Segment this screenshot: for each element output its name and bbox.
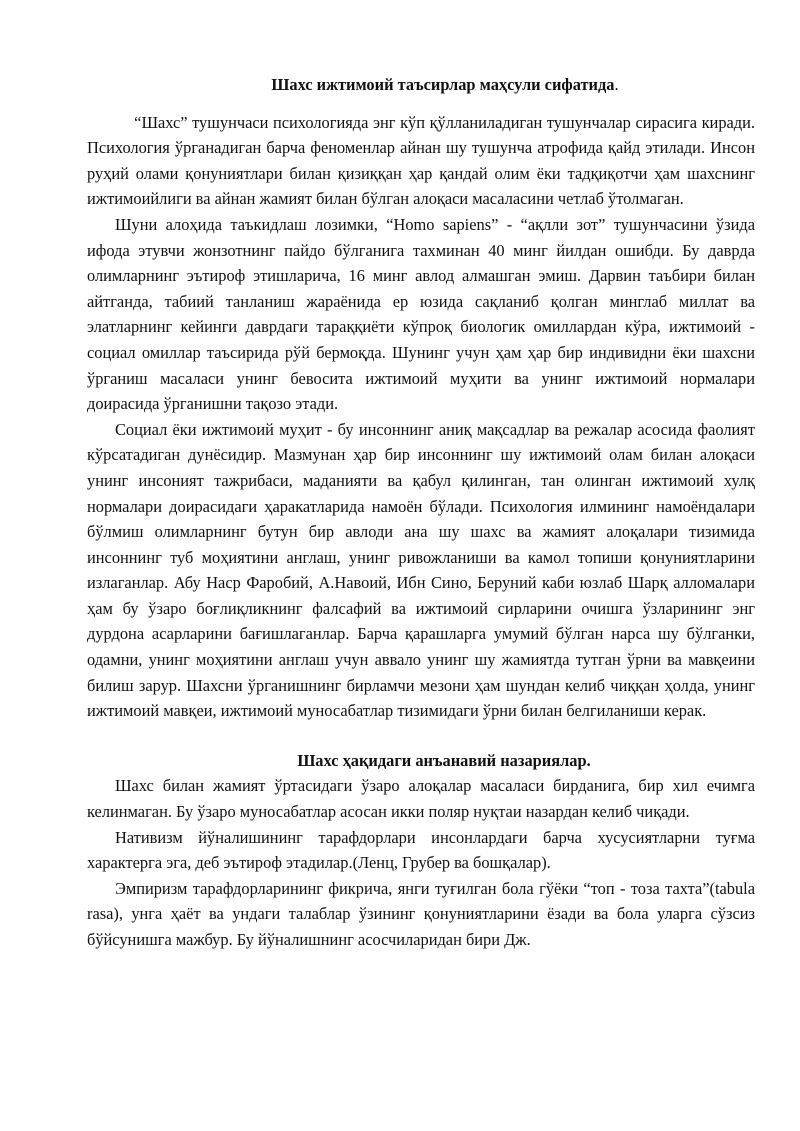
section-title-1-text: Шахс ижтимоий таъсирлар маҳсули сифатида xyxy=(271,75,615,94)
paragraph-4: Шахс билан жамият ўртасидаги ўзаро алоқалар масаласи бирданига, бир хил ечимга келинмаган. Бу ўзаро муносабатлар асосан икки поляр нуқтаи назардан келиб чиқади. xyxy=(87,776,755,822)
section-title-1 xyxy=(115,72,755,98)
paragraph-1: “Шахс” тушунчаси психологияда энг кўп қўлланиладиган тушунчалар сирасига киради. Психология ўрганадиган барча феноменлар айнан шу тушунча атрофида қайд этилади. Инсон руҳий олами қонуниятлари билан қизиққан ҳар қандай олим ёки тадқиқотчи ҳам шахснинг ижтимоийлиги ва айнан жамият билан бўлган алоқаси масаласини четлаб ўтолмаган. xyxy=(87,112,760,209)
paragraph-5: Нативизм йўналишининг тарафдорлари инсонлардаги барча хусусиятларни туғма характерга эга, деб эътироф этадилар.(Ленц, Грубер ва бошқалар). xyxy=(87,827,755,873)
paragraph-3: Социал ёки ижтимоий муҳит - бу инсоннинг аниқ мақсадлар ва режалар асосида фаолият кўрсатадиган дунёсидир. Мазмунан ҳар бир инсоннинг шу ижтимоий олам билан алоқаси унинг инсоният тажрибаси, маданияти ва қабул қилинган, тан олинган ижтимоий хулқ нормалари доирасидаги ҳаракатларида намоён бўлади. Психология илмининг намоёндалари бўлмиш олимларнинг бутун бир авлоди ана шу шахс ва жамият алоқалари тизимида инсоннинг туб моҳиятини англаш, унинг ривожланиши ва камол топиши қонуниятларини излаганлар. Абу Наср Фаробий, А.Навоий, Ибн Сино, Беруний каби юзлаб Шарқ алломалари ҳам бу ўзаро боғлиқликнинг фалсафий ва ижтимоий сирларини очишга ўзларининг энг дурдона асарларини бағишлаганлар. Барча қарашларга умумий бўлган нарса шу бўлганки, одамни, унинг моҳиятини англаш учун аввало унинг шу жамиятда тутган ўрни ва мавқеини билиш зарур. Шахсни ўрганишнинг бирламчи мезони ҳам шундан келиб чиққан ҳолда, унинг ижтимоий мавқеи, ижтимоий муносабатлар тизимидаги ўрни билан белгиланиши керак. xyxy=(87,419,755,721)
section-title-2: Шахс ҳақидаги анъанавий назариялар. xyxy=(297,750,591,770)
document-page xyxy=(87,72,760,953)
section-title-1-dot: . xyxy=(614,75,619,94)
paragraph-2: Шуни алоҳида таъкидлаш лозимки, “Homo sapiens” - “ақлли зот” тушунчасини ўзида ифода этувчи жонзотнинг пайдо бўлганига тахминан 40 минг йилдан ошибди. Бу даврда олимларнинг эътироф этишларича, 16 минг авлод алмашган эмиш. Дарвин таъбири билан айтганда, табиий танланиш жараёнида ер юзида сақланиб қолган минглаб миллат ва элатларнинг кейинги даврдаги тараққиёти кўпроқ биологик омиллардан кўра, ижтимоий - социал омиллар таъсирида рўй бермоқда. Шунинг учун ҳам ҳар бир индивидни ёки шахсни ўрганиш масаласи унинг бевосита ижтимоий муҳити ва унинг ижтимоий нормалари доирасида ўрганишни тақозо этади. xyxy=(87,214,755,414)
paragraph-6: Эмпиризм тарафдорларининг фикрича, янги туғилган бола гўёки “топ - тоза тахта”(tabula rasa), унга ҳаёт ва ундаги талаблар ўзининг қонуниятларини ёзади ва бола уларга сўзсиз бўйсунишга мажбур. Бу йўналишнинг асосчиларидан бири Дж. xyxy=(87,878,755,949)
